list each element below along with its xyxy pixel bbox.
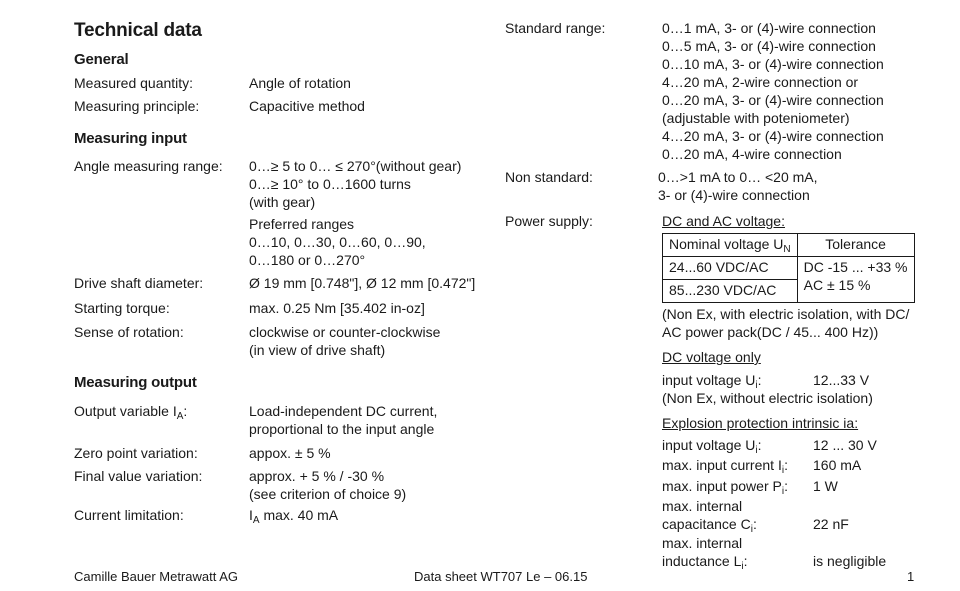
- zero-point-label: Zero point variation:: [74, 445, 198, 461]
- tolerance-cell: DC -15 ... +33 % AC ± 15 %: [797, 257, 914, 303]
- current-limitation-value: $I_A$ max. 40 mA: [249, 507, 339, 526]
- ex-protection-heading: Explosion protection intrinsic ia:: [662, 415, 859, 431]
- ex-input-voltage-label: input voltage $U_i$:: [662, 437, 762, 456]
- footer-page-number: 1: [907, 569, 915, 584]
- dc-input-voltage-label: input voltage $U_i$:: [662, 372, 762, 391]
- section-heading-measuring-input: Measuring input: [74, 130, 187, 147]
- dc-non-ex-note: (Non Ex, without electric isolation): [662, 390, 873, 406]
- shaft-diameter-value: Ø 19 mm [0.748"], Ø 12 mm [0.472"]: [249, 275, 476, 291]
- angle-range-value: 0…≥ 5 to 0… ≤ 270°(without gear) 0…≥ 10° to 0…1600 turns (with gear): [249, 158, 462, 210]
- zero-point-value: appox. ± 5 %: [249, 445, 331, 461]
- final-value-label: Final value variation:: [74, 468, 203, 484]
- nominal-voltage-cell: 85...230 VDC/AC: [663, 280, 798, 303]
- internal-inductance-label: max. internal inductance $L_i$:: [662, 535, 748, 572]
- tolerance-header: Tolerance: [797, 234, 914, 257]
- ex-input-power-value: 1 W: [813, 478, 838, 494]
- non-standard-label: Non standard:: [505, 169, 593, 185]
- non-standard-value: 0…>1 mA to 0… <20 mA, 3- or (4)-wire connection: [658, 169, 818, 203]
- ex-input-power-label: max. input power $P_i$:: [662, 478, 788, 497]
- measuring-principle-value: Capacitive method: [249, 98, 365, 114]
- ex-input-voltage-value: 12 ... 30 V: [813, 437, 877, 453]
- dc-ac-voltage-heading: DC and AC voltage:: [662, 213, 785, 229]
- output-variable-value: Load-independent DC current, proportional to the input angle: [249, 403, 438, 437]
- starting-torque-label: Starting torque:: [74, 300, 170, 316]
- table-row: [663, 257, 915, 280]
- non-ex-note: (Non Ex, with electric isolation, with DC/ AC power pack(DC / 45... 400 Hz)): [662, 306, 910, 340]
- final-value-value: approx. + 5 % / -30 % (see criterion of choice 9): [249, 468, 407, 502]
- measuring-principle-label: Measuring principle:: [74, 98, 200, 114]
- starting-torque-value: max. 0.25 Nm [35.402 in-oz]: [249, 300, 425, 316]
- sense-of-rotation-label: Sense of rotation:: [74, 324, 184, 340]
- internal-inductance-value: is negligible: [813, 553, 887, 569]
- internal-capacitance-value: 22 nF: [813, 516, 849, 532]
- dc-input-voltage-value: 12...33 V: [813, 372, 870, 388]
- measured-quantity-value: Angle of rotation: [249, 75, 351, 91]
- ex-input-current-label: max. input current $I_i$:: [662, 457, 788, 476]
- current-limitation-label: Current limitation:: [74, 507, 184, 523]
- table-header-row: [663, 234, 915, 257]
- ex-input-current-value: 160 mA: [813, 457, 862, 473]
- angle-range-label: Angle measuring range:: [74, 158, 223, 174]
- output-variable-label: Output variable $I_A$:: [74, 403, 188, 422]
- page-title: Technical data: [74, 20, 202, 41]
- nominal-voltage-header: Nominal voltage $U_N$: [663, 234, 798, 257]
- measured-quantity-label: Measured quantity:: [74, 75, 194, 91]
- section-heading-general: General: [74, 51, 129, 68]
- footer-company: Camille Bauer Metrawatt AG: [74, 569, 239, 584]
- voltage-tolerance-table: [662, 233, 915, 303]
- nominal-voltage-cell: 24...60 VDC/AC: [663, 257, 798, 280]
- dc-only-heading: DC voltage only: [662, 349, 761, 365]
- sense-of-rotation-value: clockwise or counter-clockwise (in view of drive shaft): [249, 324, 441, 358]
- section-heading-measuring-output: Measuring output: [74, 374, 197, 391]
- standard-range-label: Standard range:: [505, 20, 606, 36]
- power-supply-label: Power supply:: [505, 213, 593, 229]
- footer-datasheet: Data sheet WT707 Le – 06.15: [414, 569, 588, 584]
- standard-range-value: 0…1 mA, 3- or (4)-wire connection 0…5 mA, 3- or (4)-wire connection 0…10 mA, 3- or (4)-wire connection 4…20 mA, 2-wire connection or 0…20 mA, 3- or (4)-wire connection (adjustable with poteniometer) 4…20 mA, 3- or (4)-wire connection 0…20 mA, 4-wire connection: [662, 20, 884, 162]
- internal-capacitance-label: max. internal capacitance $C_i$:: [662, 498, 757, 535]
- shaft-diameter-label: Drive shaft diameter:: [74, 275, 204, 291]
- preferred-ranges: Preferred ranges 0…10, 0…30, 0…60, 0…90, 0…180 or 0…270°: [249, 216, 426, 268]
